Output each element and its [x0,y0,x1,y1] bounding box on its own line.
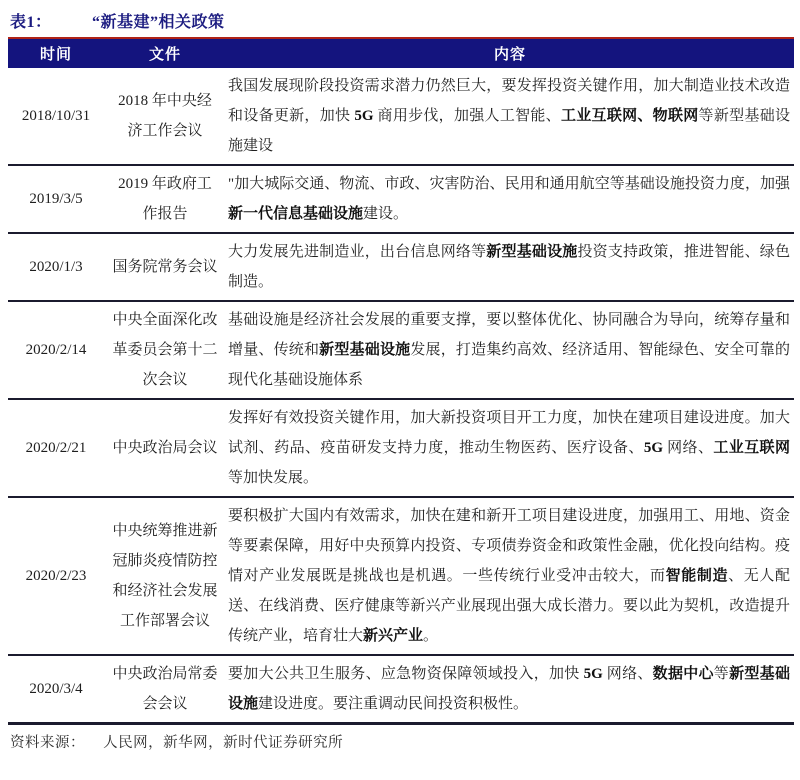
date-cell: 2020/3/4 [8,655,104,724]
source-note [8,725,794,752]
text-run: "加大城际交通、物流、市政、灾害防治、民用和通用航空等基础设施投资力度，加强 [228,176,790,192]
table-row [8,399,794,497]
text-run: 建设进度。要注重调动民间投资积极性。 [258,696,529,712]
table-row [8,497,794,655]
date-cell: 2020/1/3 [8,233,104,301]
document-cell: 国务院常务会议 [104,233,226,301]
bold-text-run: 工业互联网、物联网 [560,108,699,124]
text-run: 发挥好有效投资关键作用，加大新投资项目开工力度，加快在建项目建设进度。加大试剂、药品、疫苗研发支持力度，推动生物医药、医疗设备、 [228,410,790,456]
content-cell [226,68,794,165]
table-row [8,655,794,724]
document-cell: 中央政治局会议 [104,399,226,497]
text-run: 要加大公共卫生服务、应急物资保障领域投入，加快 [228,666,584,682]
text-run: 大力发展先进制造业，出台信息网络等 [228,244,487,260]
table-title [8,6,794,39]
table-row [8,68,794,165]
table-row [8,165,794,233]
text-run: 要积极扩大国内有效需求，加快在建和新开工项目建设进度，加强用工、用地、资金等要素保障，用好中央预算内投资、专项债券资金和政策性金融，优化投向结构。疫情对产业发展既是挑战也是机遇。一些传统行业受冲击较大，而 [228,508,790,584]
bold-text-run: 数据中心 [652,666,714,682]
col-header-time: 时间 [8,39,104,68]
table-body [8,68,794,724]
text-run: 网络、 [663,440,714,456]
text-run: 。 [423,628,439,644]
date-cell: 2018/10/31 [21,108,91,124]
table-number-label: 表1： [10,14,52,31]
text-run: 网络、 [602,666,653,682]
document-cell: 中央统筹推进新冠肺炎疫情防控和经济社会发展工作部署会议 [104,497,226,655]
text-run: 投资支持政策，推进智能、绿色制造。 [228,244,790,290]
bold-text-run: 工业互联网 [713,440,790,456]
text-run: 、无人配送、在线消费、医疗健康等新兴产业展现出强大成长潜力。要以此为契机，改造提升传统产业，培育壮大 [228,568,790,644]
content-cell [226,233,794,301]
content-cell [226,655,794,724]
text-run: 等加快发展。 [228,470,319,486]
document-cell: 2018 年中央经济工作会议 [118,93,212,139]
col-header-document: 文件 [104,39,226,68]
bold-text-run: 新型基础设施 [486,244,578,260]
content-cell [226,165,794,233]
text-run: 商用步伐，加强人工智能、 [373,108,561,124]
content-cell [226,301,794,399]
text-run: 建设。 [363,206,409,222]
bold-text-run: 新一代信息基础设施 [228,206,364,222]
text-run: 等新型基础设施建设 [228,108,790,154]
content-cell [226,497,794,655]
bold-text-run: 5G [354,108,374,124]
col-header-content: 内容 [226,39,794,68]
document-cell: 中央政治局常委会会议 [104,655,226,724]
text-run: 我国发展现阶段投资需求潜力仍然巨大，要发挥投资关键作用，加大制造业技术改造和设备更新，加快 [228,78,790,124]
date-cell: 2020/2/14 [8,301,104,399]
bold-text-run: 5G [643,440,663,456]
table-row [8,233,794,301]
table-header-row [8,39,794,68]
policy-table [8,39,794,725]
content-cell [226,399,794,497]
date-cell: 2019/3/5 [8,165,104,233]
table-row [8,301,794,399]
date-cell: 2020/2/21 [8,399,104,497]
bold-text-run: 智能制造 [665,568,729,584]
bold-text-run: 新型基础设施 [228,666,790,712]
table-title-text: “新基建”相关政策 [92,14,225,31]
document-cell: 2019 年政府工作报告 [104,165,226,233]
source-text: 人民网，新华网，新时代证券研究所 [103,735,344,751]
text-run: 发展，打造集约高效、经济适用、智能绿色、安全可靠的现代化基础设施体系 [228,342,790,388]
text-run: 等 [713,666,730,682]
bold-text-run: 5G [583,666,603,682]
document-cell: 中央全面深化改革委员会第十二次会议 [104,301,226,399]
date-cell: 2020/2/23 [8,497,104,655]
bold-text-run: 新兴产业 [363,628,424,644]
source-label: 资料来源： [10,735,85,751]
bold-text-run: 新型基础设施 [319,342,411,358]
text-run: 基础设施是经济社会发展的重要支撑，要以整体优化、协同融合为导向，统筹存量和增量、传统和 [228,312,790,358]
